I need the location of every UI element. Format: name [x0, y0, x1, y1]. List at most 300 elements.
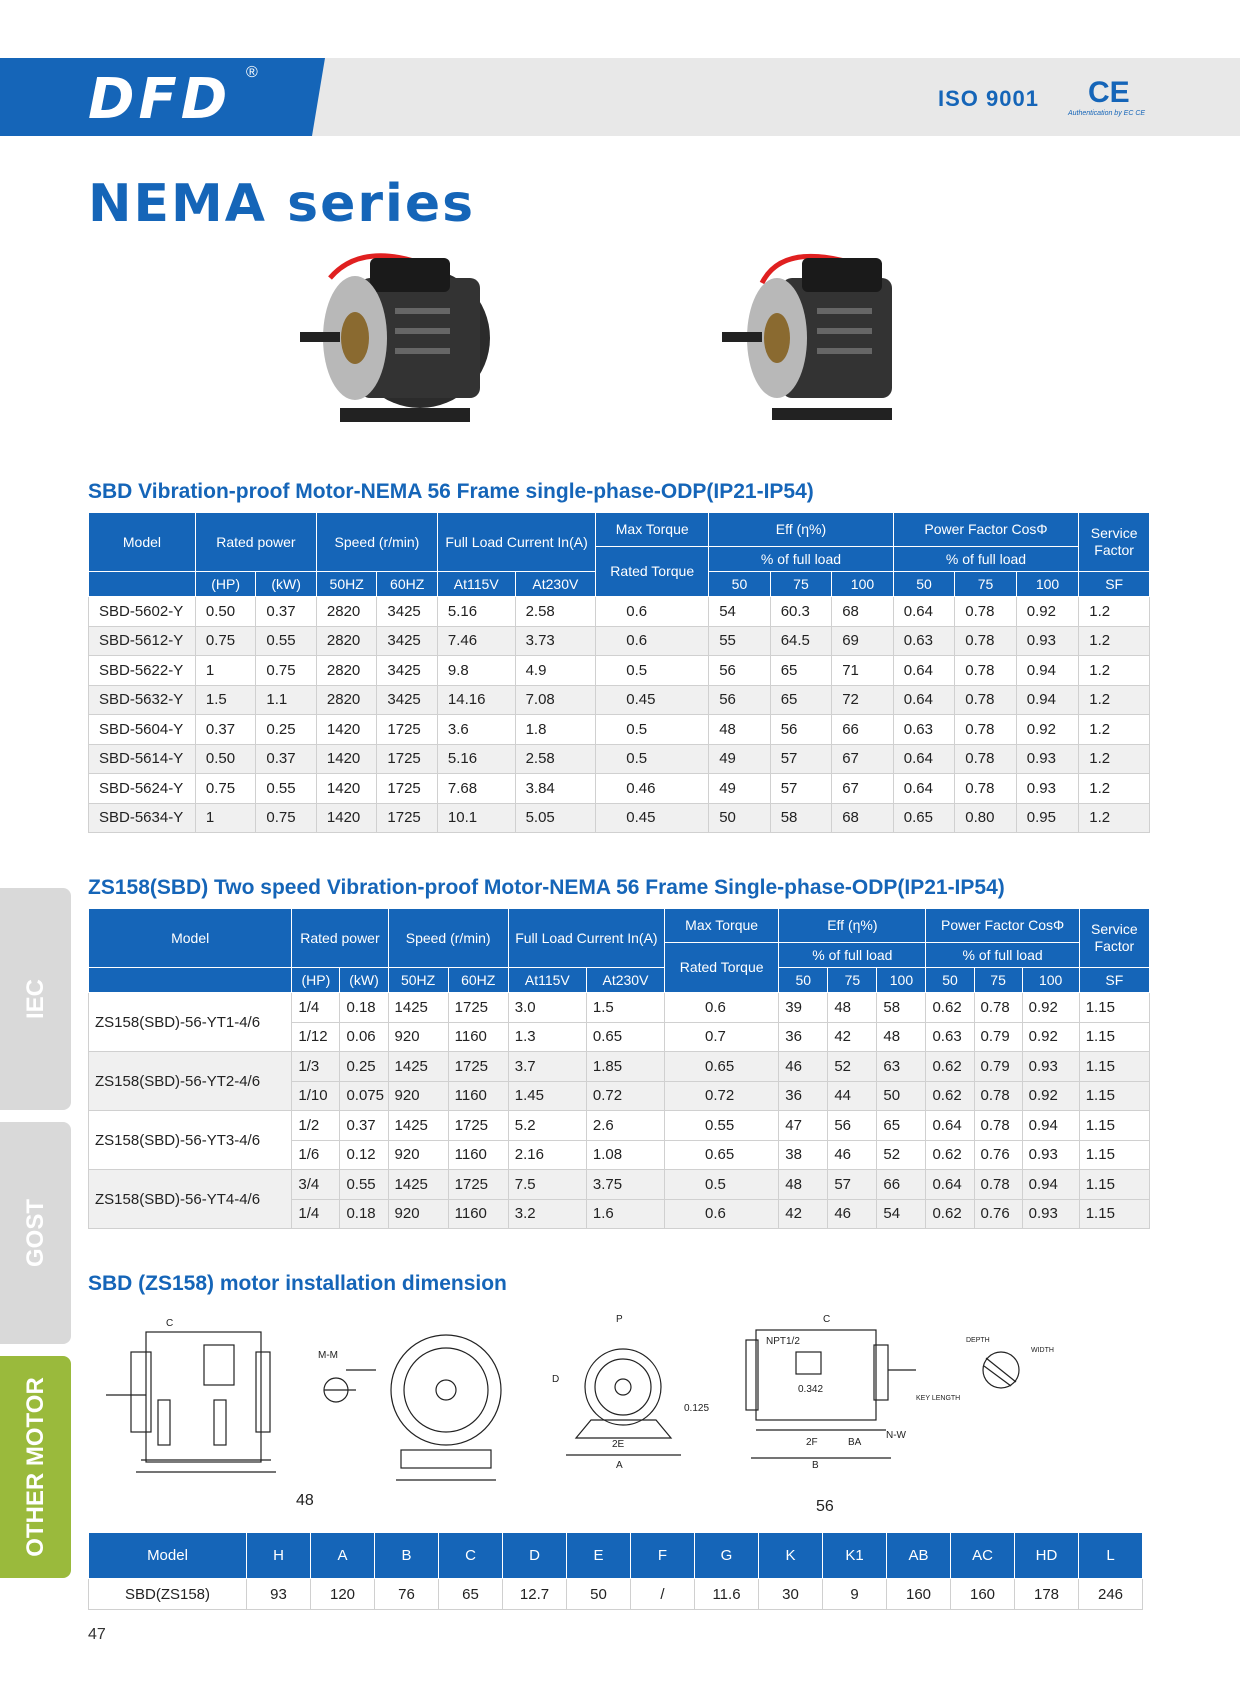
th-pf-75: 75 [955, 572, 1017, 597]
lbl-mm: M-M [318, 1350, 338, 1361]
th2-pf-100: 100 [1022, 968, 1079, 993]
table-cell: 0.95 [1016, 803, 1079, 833]
table-cell: 0.64 [893, 685, 955, 715]
table-cell: 71 [832, 656, 894, 686]
table-cell: 67 [832, 774, 894, 804]
th2-115v: At115V [508, 968, 586, 993]
dim-cell: 246 [1079, 1579, 1143, 1610]
table-cell: 1/4 [292, 1199, 340, 1229]
table-cell: 4.9 [515, 656, 596, 686]
table-cell: 48 [828, 993, 877, 1023]
table-cell: 49 [709, 774, 771, 804]
table-cell: 58 [770, 803, 832, 833]
table-cell: 7.68 [437, 774, 515, 804]
table-cell: 1.3 [508, 1022, 586, 1052]
table-cell: 48 [877, 1022, 926, 1052]
lbl-0342: 0.342 [798, 1384, 824, 1395]
table-cell: 0.62 [926, 993, 974, 1023]
table-row [89, 774, 1150, 804]
table-cell: 52 [877, 1140, 926, 1170]
table-row [89, 1111, 1150, 1141]
table-row [89, 715, 1150, 745]
table-cell: 0.94 [1016, 656, 1079, 686]
table-cell: 1.2 [1079, 685, 1150, 715]
page-title: NEMA series [88, 174, 476, 234]
table-cell: 0.63 [893, 715, 955, 745]
table-cell: 0.64 [893, 774, 955, 804]
table-cell: 38 [779, 1140, 828, 1170]
table-cell: 0.75 [256, 656, 317, 686]
th2-rated-power: Rated power [292, 909, 388, 968]
table-cell: 0.72 [665, 1081, 779, 1111]
table-cell: 50 [877, 1081, 926, 1111]
table-cell: 1725 [377, 744, 438, 774]
table-cell: 48 [709, 715, 771, 745]
table-cell: 1160 [448, 1140, 508, 1170]
dim-cell: 76 [375, 1579, 439, 1610]
table1-title: SBD Vibration-proof Motor-NEMA 56 Frame single-phase-ODP(IP21-IP54) [88, 480, 814, 503]
table-cell: 1725 [448, 1170, 508, 1200]
th-eff-50: 50 [709, 572, 771, 597]
table-cell: 0.80 [955, 803, 1017, 833]
table-cell: 7.5 [508, 1170, 586, 1200]
table-cell: 54 [709, 597, 771, 627]
dimension-table [88, 1532, 1143, 1610]
table-cell: 2.16 [508, 1140, 586, 1170]
th2-eff-75: 75 [828, 968, 877, 993]
table-cell: 0.6 [665, 993, 779, 1023]
table-cell: 66 [877, 1170, 926, 1200]
model-cell: ZS158(SBD)-56-YT2-4/6 [89, 1052, 292, 1111]
table-cell: 1.08 [586, 1140, 664, 1170]
table-cell: 55 [709, 626, 771, 656]
table-cell: 2820 [316, 685, 377, 715]
th2-eff-100: 100 [877, 968, 926, 993]
th-flc: Full Load Current In(A) [437, 513, 595, 572]
table-cell: 1425 [388, 1052, 448, 1082]
table-cell: 72 [832, 685, 894, 715]
table-cell: 0.075 [340, 1081, 388, 1111]
table-cell: 3425 [377, 656, 438, 686]
table-cell: 10.1 [437, 803, 515, 833]
table-cell: 0.64 [893, 656, 955, 686]
table-cell: 0.64 [893, 597, 955, 627]
table-cell: 0.78 [955, 597, 1017, 627]
th2-max-torque: Max Torque [665, 909, 779, 943]
table-cell: 9.8 [437, 656, 515, 686]
th-sf: SF [1079, 572, 1150, 597]
model-cell: ZS158(SBD)-56-YT1-4/6 [89, 993, 292, 1052]
motor-image-2 [722, 238, 902, 438]
table-cell: 36 [779, 1022, 828, 1052]
table-cell: 0.62 [926, 1052, 974, 1082]
table-cell: 1 [195, 803, 256, 833]
ce-mark: CE [1088, 76, 1130, 109]
table-cell: 0.46 [596, 774, 709, 804]
sbd-spec-table [88, 512, 1150, 833]
table-cell: 63 [877, 1052, 926, 1082]
zs158-spec-table [88, 908, 1150, 1229]
table-cell: 0.93 [1022, 1140, 1079, 1170]
table-cell: 1.15 [1079, 1052, 1149, 1082]
motor-image-1 [300, 238, 500, 438]
th2-60hz: 60HZ [448, 968, 508, 993]
table-cell: 0.93 [1016, 744, 1079, 774]
figure-label-56: 56 [816, 1498, 834, 1515]
table-cell: 0.64 [926, 1111, 974, 1141]
th-230v: At230V [515, 572, 596, 597]
table-cell: 0.76 [974, 1199, 1022, 1229]
lbl-key: KEY LENGTH [916, 1395, 961, 1402]
th-eff: Eff (η%) [709, 513, 894, 547]
dim-header: G [695, 1533, 759, 1579]
installation-drawings [96, 1310, 1146, 1500]
table-cell: 0.75 [195, 774, 256, 804]
table2-title: ZS158(SBD) Two speed Vibration-proof Motor-NEMA 56 Frame Single-phase-ODP(IP21-IP54) [88, 876, 1005, 899]
th2-service-factor: Service Factor [1079, 909, 1149, 968]
th-rated-torque: Rated Torque [596, 547, 709, 597]
th-service-factor: Service Factor [1079, 513, 1150, 572]
dim-header: Model [89, 1533, 247, 1579]
table-cell: 2.58 [515, 744, 596, 774]
table-cell: 3.73 [515, 626, 596, 656]
table-cell: 0.06 [340, 1022, 388, 1052]
th-eff-75: 75 [770, 572, 832, 597]
table-cell: 0.92 [1016, 715, 1079, 745]
table-cell: 0.45 [596, 685, 709, 715]
table-cell: 0.93 [1022, 1052, 1079, 1082]
table-cell: 1425 [388, 1170, 448, 1200]
table-cell: 0.50 [195, 744, 256, 774]
table-cell: 49 [709, 744, 771, 774]
dim-header: B [375, 1533, 439, 1579]
table-cell: 1/3 [292, 1052, 340, 1082]
table-cell: 3425 [377, 626, 438, 656]
table-cell: 0.94 [1016, 685, 1079, 715]
table-cell: 65 [770, 685, 832, 715]
brand-logo: DFD [88, 67, 232, 132]
table-cell: 1.15 [1079, 1081, 1149, 1111]
table-cell: 3425 [377, 597, 438, 627]
ce-caption: Authentication by EC CE [1068, 110, 1146, 117]
th2-speed: Speed (r/min) [388, 909, 508, 968]
table-cell: 56 [709, 685, 771, 715]
model-cell: SBD-5634-Y [89, 803, 196, 833]
table-cell: 42 [828, 1022, 877, 1052]
table-cell: 2820 [316, 656, 377, 686]
th-pf-pct: % of full load [893, 547, 1079, 572]
th2-pf-50: 50 [926, 968, 974, 993]
table-cell: 0.92 [1022, 993, 1079, 1023]
table-row [89, 1052, 1150, 1082]
model-cell: SBD-5604-Y [89, 715, 196, 745]
table-cell: 0.63 [926, 1022, 974, 1052]
th-model: Model [89, 513, 196, 572]
table-cell: 0.92 [1016, 597, 1079, 627]
table-cell: 0.78 [974, 1170, 1022, 1200]
th2-hp: (HP) [292, 968, 340, 993]
dim-header: A [311, 1533, 375, 1579]
th2-flc: Full Load Current In(A) [508, 909, 664, 968]
dim-header: L [1079, 1533, 1143, 1579]
table-row [89, 656, 1150, 686]
table-cell: 0.55 [340, 1170, 388, 1200]
table-cell: 0.37 [340, 1111, 388, 1141]
lbl-d: D [552, 1374, 560, 1385]
dim-header: HD [1015, 1533, 1079, 1579]
table-cell: 1725 [448, 993, 508, 1023]
table-cell: 1.8 [515, 715, 596, 745]
table-cell: 1.2 [1079, 597, 1150, 627]
table-cell: 0.50 [195, 597, 256, 627]
table-cell: 1.1 [256, 685, 317, 715]
th2-pf-75: 75 [974, 968, 1022, 993]
table-cell: 0.78 [955, 626, 1017, 656]
table-row [89, 685, 1150, 715]
table-cell: 57 [770, 744, 832, 774]
table-cell: 1.15 [1079, 1111, 1149, 1141]
table-cell: 1420 [316, 715, 377, 745]
table-cell: 39 [779, 993, 828, 1023]
dim-cell: 50 [567, 1579, 631, 1610]
lbl-p: P [616, 1314, 623, 1325]
th-kw: (kW) [256, 572, 317, 597]
table-cell: 0.18 [340, 993, 388, 1023]
model-cell: ZS158(SBD)-56-YT3-4/6 [89, 1111, 292, 1170]
side-tab-other-motor[interactable] [0, 1356, 71, 1578]
registered-mark: ® [246, 64, 258, 81]
table-cell: 0.75 [195, 626, 256, 656]
table-cell: 1160 [448, 1022, 508, 1052]
th2-230v: At230V [586, 968, 664, 993]
table-cell: 1.2 [1079, 803, 1150, 833]
table-cell: 0.5 [596, 715, 709, 745]
table-cell: 42 [779, 1199, 828, 1229]
table-cell: 1.2 [1079, 626, 1150, 656]
table-cell: 0.65 [586, 1022, 664, 1052]
table-cell: 0.64 [893, 744, 955, 774]
th2-rated-torque: Rated Torque [665, 943, 779, 993]
table-cell: 0.78 [974, 1111, 1022, 1141]
th2-eff-50: 50 [779, 968, 828, 993]
lbl-c1: C [166, 1318, 174, 1329]
side-tab-label: IEC [21, 978, 49, 1020]
table-cell: 1160 [448, 1199, 508, 1229]
table-cell: 1420 [316, 744, 377, 774]
table-cell: 0.94 [1022, 1170, 1079, 1200]
table-cell: 1.2 [1079, 744, 1150, 774]
table-cell: 68 [832, 597, 894, 627]
table-cell: 3425 [377, 685, 438, 715]
table-cell: 920 [388, 1081, 448, 1111]
lbl-width: WIDTH [1031, 1347, 1054, 1354]
table-cell: 46 [779, 1052, 828, 1082]
th2-kw: (kW) [340, 968, 388, 993]
model-cell: SBD-5622-Y [89, 656, 196, 686]
table-cell: 5.05 [515, 803, 596, 833]
table-cell: 52 [828, 1052, 877, 1082]
lbl-npt: NPT1/2 [766, 1336, 800, 1347]
table-cell: 0.5 [665, 1170, 779, 1200]
table-cell: 67 [832, 744, 894, 774]
table-cell: 1.15 [1079, 1140, 1149, 1170]
table-cell: 0.18 [340, 1199, 388, 1229]
dim-cell: / [631, 1579, 695, 1610]
table-cell: 0.75 [256, 803, 317, 833]
table-cell: 5.16 [437, 744, 515, 774]
lbl-c2: C [823, 1314, 831, 1325]
th-hp: (HP) [195, 572, 256, 597]
table-cell: 0.37 [256, 744, 317, 774]
table-cell: 0.7 [665, 1022, 779, 1052]
figure-label-48: 48 [296, 1492, 314, 1509]
table-cell: 7.08 [515, 685, 596, 715]
table-cell: 0.93 [1022, 1199, 1079, 1229]
table-cell: 1/12 [292, 1022, 340, 1052]
table-cell: 0.78 [974, 1081, 1022, 1111]
table-cell: 1.15 [1079, 1199, 1149, 1229]
table-cell: 0.45 [596, 803, 709, 833]
lbl-ba: BA [848, 1437, 862, 1448]
table-cell: 1.2 [1079, 774, 1150, 804]
table-cell: 0.37 [256, 597, 317, 627]
iso-badge: ISO 9001 [938, 86, 1039, 111]
table-cell: 3.6 [437, 715, 515, 745]
table-cell: 920 [388, 1140, 448, 1170]
table-cell: 1.5 [195, 685, 256, 715]
table-cell: 0.64 [926, 1170, 974, 1200]
table-cell: 0.62 [926, 1140, 974, 1170]
table-cell: 1/10 [292, 1081, 340, 1111]
th-pf-50: 50 [893, 572, 955, 597]
table-cell: 2.6 [586, 1111, 664, 1141]
table-cell: 0.79 [974, 1052, 1022, 1082]
lbl-2e: 2E [612, 1439, 625, 1450]
table-cell: 69 [832, 626, 894, 656]
lbl-a: A [616, 1460, 623, 1471]
table-cell: 0.93 [1016, 774, 1079, 804]
table-cell: 46 [828, 1199, 877, 1229]
table-cell: 0.78 [974, 993, 1022, 1023]
th2-50hz: 50HZ [388, 968, 448, 993]
table-cell: 50 [709, 803, 771, 833]
model-cell: SBD-5624-Y [89, 774, 196, 804]
table-cell: 56 [709, 656, 771, 686]
table-cell: 3.2 [508, 1199, 586, 1229]
dim-header: F [631, 1533, 695, 1579]
th-speed: Speed (r/min) [316, 513, 437, 572]
dim-header: AC [951, 1533, 1015, 1579]
model-cell: SBD-5612-Y [89, 626, 196, 656]
model-cell: SBD-5602-Y [89, 597, 196, 627]
side-tab-gost[interactable] [0, 1122, 71, 1344]
table-cell: 0.79 [974, 1022, 1022, 1052]
th-eff-pct: % of full load [709, 547, 894, 572]
table-cell: 65 [877, 1111, 926, 1141]
dim-cell: 93 [247, 1579, 311, 1610]
table-cell: 57 [770, 774, 832, 804]
th-60hz: 60HZ [377, 572, 438, 597]
dim-cell: 9 [823, 1579, 887, 1610]
table-cell: 0.78 [955, 744, 1017, 774]
table-cell: 1.2 [1079, 656, 1150, 686]
dim-header: D [503, 1533, 567, 1579]
table-cell: 0.62 [926, 1081, 974, 1111]
th-max-torque: Max Torque [596, 513, 709, 547]
table-cell: 64.5 [770, 626, 832, 656]
dim-cell: 160 [887, 1579, 951, 1610]
table-cell: 66 [832, 715, 894, 745]
table-cell: 0.6 [596, 597, 709, 627]
table-cell: 0.5 [596, 744, 709, 774]
dim-cell: 12.7 [503, 1579, 567, 1610]
table-cell: 0.37 [195, 715, 256, 745]
table-cell: 46 [828, 1140, 877, 1170]
dim-header: K1 [823, 1533, 887, 1579]
table-cell: 1725 [448, 1052, 508, 1082]
table-cell: 58 [877, 993, 926, 1023]
table-cell: 1/6 [292, 1140, 340, 1170]
table-cell: 2820 [316, 597, 377, 627]
table-cell: 65 [770, 656, 832, 686]
table-cell: 56 [828, 1111, 877, 1141]
table-cell: 0.65 [893, 803, 955, 833]
table-cell: 0.25 [256, 715, 317, 745]
dim-header: E [567, 1533, 631, 1579]
table-cell: 0.5 [596, 656, 709, 686]
table-row [89, 993, 1150, 1023]
dim-header: H [247, 1533, 311, 1579]
table-cell: 1725 [377, 774, 438, 804]
dim-header: AB [887, 1533, 951, 1579]
dim-cell: 30 [759, 1579, 823, 1610]
table-cell: 0.6 [665, 1199, 779, 1229]
dim-cell: 178 [1015, 1579, 1079, 1610]
table-cell: 1.15 [1079, 1022, 1149, 1052]
table-cell: 0.55 [665, 1111, 779, 1141]
table-cell: 920 [388, 1199, 448, 1229]
side-tab-iec[interactable] [0, 888, 71, 1110]
table-cell: 68 [832, 803, 894, 833]
dim-cell: 120 [311, 1579, 375, 1610]
page-number: 47 [88, 1626, 106, 1643]
th-50hz: 50HZ [316, 572, 377, 597]
table-cell: 54 [877, 1199, 926, 1229]
table-row [89, 803, 1150, 833]
table-cell: 1.2 [1079, 715, 1150, 745]
table-cell: 0.55 [256, 626, 317, 656]
table-cell: 0.93 [1016, 626, 1079, 656]
th2-pf: Power Factor CosΦ [926, 909, 1079, 943]
table-cell: 56 [770, 715, 832, 745]
table-cell: 1/2 [292, 1111, 340, 1141]
table-cell: 0.65 [665, 1052, 779, 1082]
table-cell: 0.78 [955, 685, 1017, 715]
dim-cell: 11.6 [695, 1579, 759, 1610]
table-cell: 1.15 [1079, 1170, 1149, 1200]
table-cell: 5.2 [508, 1111, 586, 1141]
table-cell: 1725 [377, 803, 438, 833]
table-cell: 1 [195, 656, 256, 686]
table-cell: 1425 [388, 1111, 448, 1141]
table-cell: 0.55 [256, 774, 317, 804]
side-tab-label: OTHER MOTOR [21, 1377, 49, 1557]
table-row [89, 597, 1150, 627]
table-cell: 0.72 [586, 1081, 664, 1111]
table-cell: 1160 [448, 1081, 508, 1111]
table-cell: 1.15 [1079, 993, 1149, 1023]
table-cell: 1420 [316, 774, 377, 804]
